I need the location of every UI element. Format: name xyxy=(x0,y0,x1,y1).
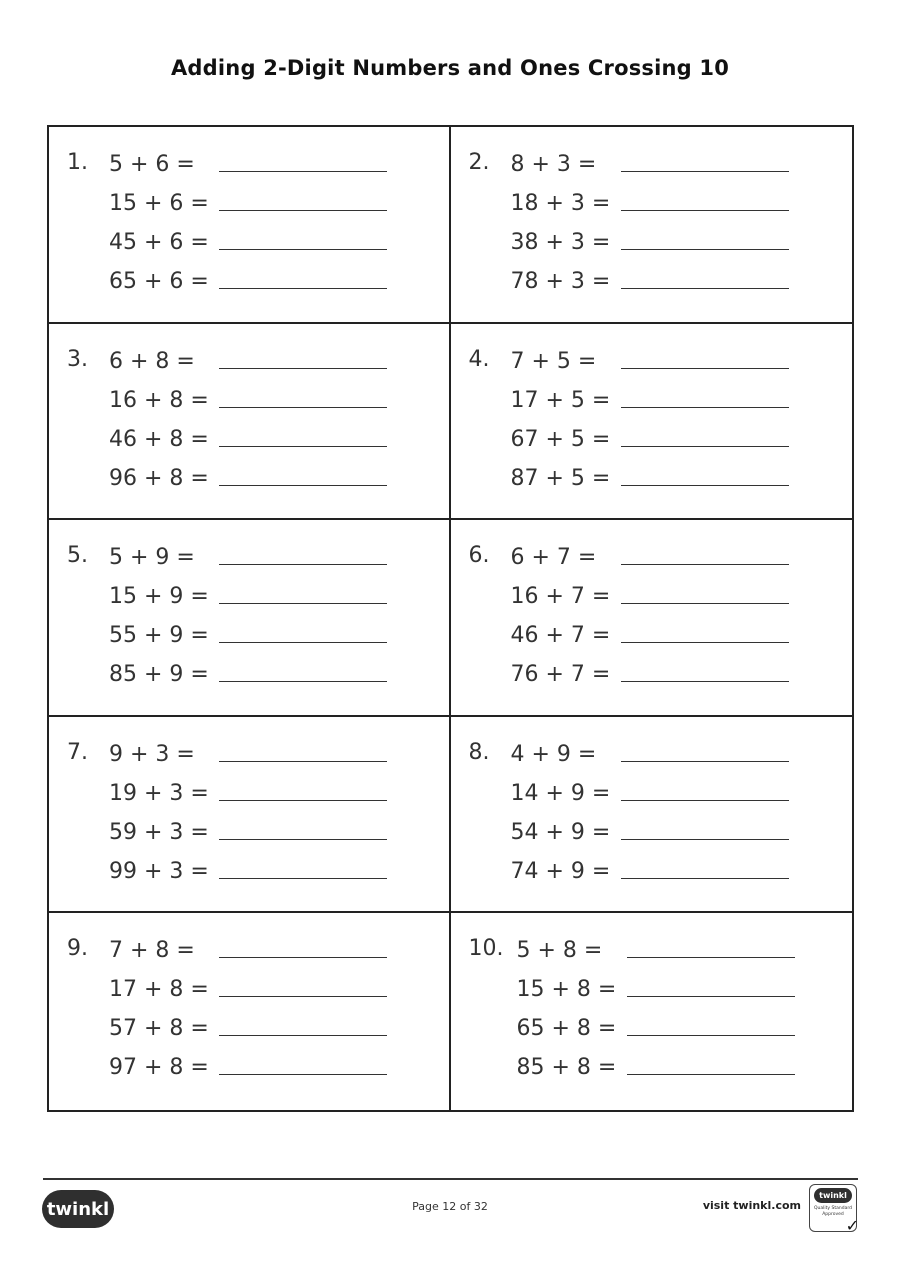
answer-line[interactable] xyxy=(627,1074,795,1075)
answer-line[interactable] xyxy=(219,681,387,682)
equation-row xyxy=(109,186,387,216)
equation-row xyxy=(517,972,795,1002)
answer-line[interactable] xyxy=(627,1035,795,1036)
answer-line[interactable] xyxy=(621,564,789,565)
answer-line[interactable] xyxy=(219,249,387,250)
equation-text: 65 + 8 = xyxy=(516,1016,617,1042)
question-box-4 xyxy=(451,324,853,521)
equation-row xyxy=(511,657,789,687)
equation-row xyxy=(109,225,387,255)
equation-text: 85 + 9 = xyxy=(109,662,209,688)
answer-line[interactable] xyxy=(219,800,387,801)
question-number: 6. xyxy=(468,543,490,569)
equation-row xyxy=(109,147,387,177)
equation-text: 67 + 5 = xyxy=(510,426,611,452)
answer-line[interactable] xyxy=(219,288,387,289)
equation-text: 65 + 6 = xyxy=(109,269,209,294)
answer-line[interactable] xyxy=(627,996,795,997)
question-number: 1. xyxy=(67,150,88,175)
answer-line[interactable] xyxy=(219,957,387,958)
answer-line[interactable] xyxy=(219,878,387,879)
equation-row xyxy=(517,933,795,963)
answer-line[interactable] xyxy=(219,761,387,762)
equation-row xyxy=(511,776,789,806)
answer-line[interactable] xyxy=(621,485,789,486)
equation-text: 6 + 8 = xyxy=(109,348,195,374)
answer-line[interactable] xyxy=(219,210,387,211)
question-number: 2. xyxy=(468,150,490,175)
equation-row xyxy=(511,815,789,845)
equation-text: 19 + 3 = xyxy=(109,780,209,806)
equation-text: 17 + 8 = xyxy=(109,977,209,1003)
equation-text: 14 + 9 = xyxy=(510,780,611,806)
answer-line[interactable] xyxy=(219,1074,387,1075)
equation-row xyxy=(511,579,789,609)
question-box-8 xyxy=(451,717,853,914)
equation-text: 15 + 9 = xyxy=(109,584,209,610)
answer-line[interactable] xyxy=(219,839,387,840)
equation-text: 45 + 6 = xyxy=(109,230,209,255)
equation-text: 38 + 3 = xyxy=(510,230,611,255)
equation-row xyxy=(511,147,789,177)
answer-line[interactable] xyxy=(621,407,789,408)
equation-row xyxy=(511,540,789,570)
answer-line[interactable] xyxy=(219,407,387,408)
equation-text: 15 + 8 = xyxy=(516,977,617,1003)
equation-row xyxy=(511,461,789,491)
equation-text: 16 + 7 = xyxy=(510,584,611,610)
question-number: 5. xyxy=(67,543,88,569)
equation-row xyxy=(109,540,387,570)
question-number: 9. xyxy=(67,936,88,962)
equation-text: 5 + 8 = xyxy=(516,938,603,964)
equation-row xyxy=(511,383,789,413)
answer-line[interactable] xyxy=(219,446,387,447)
equation-row xyxy=(109,1050,387,1080)
equation-row xyxy=(109,815,387,845)
answer-line[interactable] xyxy=(621,368,789,369)
equation-text: 54 + 9 = xyxy=(510,819,611,845)
equation-text: 4 + 9 = xyxy=(510,741,597,767)
answer-line[interactable] xyxy=(621,681,789,682)
equation-row xyxy=(511,344,789,374)
equation-text: 8 + 3 = xyxy=(510,152,597,177)
equation-text: 96 + 8 = xyxy=(109,465,209,491)
equation-row xyxy=(511,422,789,452)
equation-row xyxy=(109,933,387,963)
equation-text: 78 + 3 = xyxy=(510,269,611,294)
page-number: Page 12 of 32 xyxy=(412,1200,488,1213)
equation-row xyxy=(109,737,387,767)
equation-row xyxy=(109,618,387,648)
equation-text: 7 + 8 = xyxy=(109,938,195,964)
question-box-1 xyxy=(49,127,451,324)
answer-line[interactable] xyxy=(621,210,789,211)
answer-line[interactable] xyxy=(621,839,789,840)
equation-row xyxy=(109,422,387,452)
equation-row xyxy=(511,225,789,255)
question-number: 4. xyxy=(468,346,490,372)
equation-text: 99 + 3 = xyxy=(109,858,209,884)
answer-line[interactable] xyxy=(219,642,387,643)
answer-line[interactable] xyxy=(219,1035,387,1036)
equation-text: 9 + 3 = xyxy=(109,741,195,767)
quality-badge xyxy=(809,1184,859,1235)
equation-text: 74 + 9 = xyxy=(510,858,611,884)
equation-row xyxy=(109,344,387,374)
worksheet-grid xyxy=(47,125,854,1112)
twinkl-logo[interactable]: twinkl xyxy=(42,1190,114,1228)
equation-text: 87 + 5 = xyxy=(510,465,611,491)
equation-row xyxy=(511,264,789,294)
equation-text: 18 + 3 = xyxy=(510,191,611,216)
equation-text: 46 + 7 = xyxy=(510,623,611,649)
footer-divider xyxy=(43,1178,858,1180)
equation-text: 59 + 3 = xyxy=(109,819,209,845)
answer-line[interactable] xyxy=(219,603,387,604)
page-title: Adding 2-Digit Numbers and Ones Crossing 10 xyxy=(170,56,730,80)
equation-row xyxy=(511,618,789,648)
question-box-10 xyxy=(451,913,853,1110)
equation-row xyxy=(511,854,789,884)
equation-row xyxy=(109,383,387,413)
equation-text: 85 + 8 = xyxy=(516,1055,617,1081)
equation-text: 6 + 7 = xyxy=(510,545,597,571)
equation-text: 15 + 6 = xyxy=(109,191,209,216)
equation-row xyxy=(511,737,789,767)
equation-row xyxy=(517,1050,795,1080)
equation-text: 57 + 8 = xyxy=(109,1016,209,1042)
question-number: 8. xyxy=(468,739,490,765)
question-box-6 xyxy=(451,520,853,717)
equation-text: 76 + 7 = xyxy=(510,662,611,688)
question-box-3 xyxy=(49,324,451,521)
equation-text: 7 + 5 = xyxy=(510,348,597,374)
answer-line[interactable] xyxy=(621,171,789,172)
answer-line[interactable] xyxy=(621,446,789,447)
equation-row xyxy=(517,1011,795,1041)
question-box-2 xyxy=(451,127,853,324)
question-number: 3. xyxy=(67,346,88,372)
answer-line[interactable] xyxy=(621,761,789,762)
answer-line[interactable] xyxy=(621,642,789,643)
equation-text: 46 + 8 = xyxy=(109,426,209,452)
equation-row xyxy=(109,657,387,687)
answer-line[interactable] xyxy=(219,564,387,565)
question-number: 7. xyxy=(67,739,88,765)
visit-link[interactable]: visit twinkl.com xyxy=(702,1199,801,1212)
equation-row xyxy=(109,461,387,491)
answer-line[interactable] xyxy=(621,878,789,879)
answer-line[interactable] xyxy=(627,957,795,958)
equation-row xyxy=(109,264,387,294)
equation-row xyxy=(511,186,789,216)
badge-brand: twinkl xyxy=(814,1188,852,1203)
equation-row xyxy=(109,854,387,884)
equation-row xyxy=(109,972,387,1002)
answer-line[interactable] xyxy=(621,288,789,289)
equation-text: 16 + 8 = xyxy=(109,387,209,413)
equation-text: 5 + 9 = xyxy=(109,545,195,571)
answer-line[interactable] xyxy=(621,249,789,250)
equation-row xyxy=(109,776,387,806)
equation-row xyxy=(109,1011,387,1041)
answer-line[interactable] xyxy=(621,800,789,801)
answer-line[interactable] xyxy=(621,603,789,604)
answer-line[interactable] xyxy=(219,368,387,369)
equation-row xyxy=(109,579,387,609)
answer-line[interactable] xyxy=(219,996,387,997)
question-box-9 xyxy=(49,913,451,1110)
equation-text: 17 + 5 = xyxy=(510,387,611,413)
answer-line[interactable] xyxy=(219,171,387,172)
question-box-5 xyxy=(49,520,451,717)
equation-text: 5 + 6 = xyxy=(109,152,195,177)
equation-text: 97 + 8 = xyxy=(109,1055,209,1081)
badge-label: Quality Standard Approved xyxy=(814,1206,852,1217)
question-box-7 xyxy=(49,717,451,914)
equation-text: 55 + 9 = xyxy=(109,623,209,649)
checkmark-icon: ✓ xyxy=(845,1216,859,1235)
question-number: 10. xyxy=(468,936,504,962)
answer-line[interactable] xyxy=(219,485,387,486)
